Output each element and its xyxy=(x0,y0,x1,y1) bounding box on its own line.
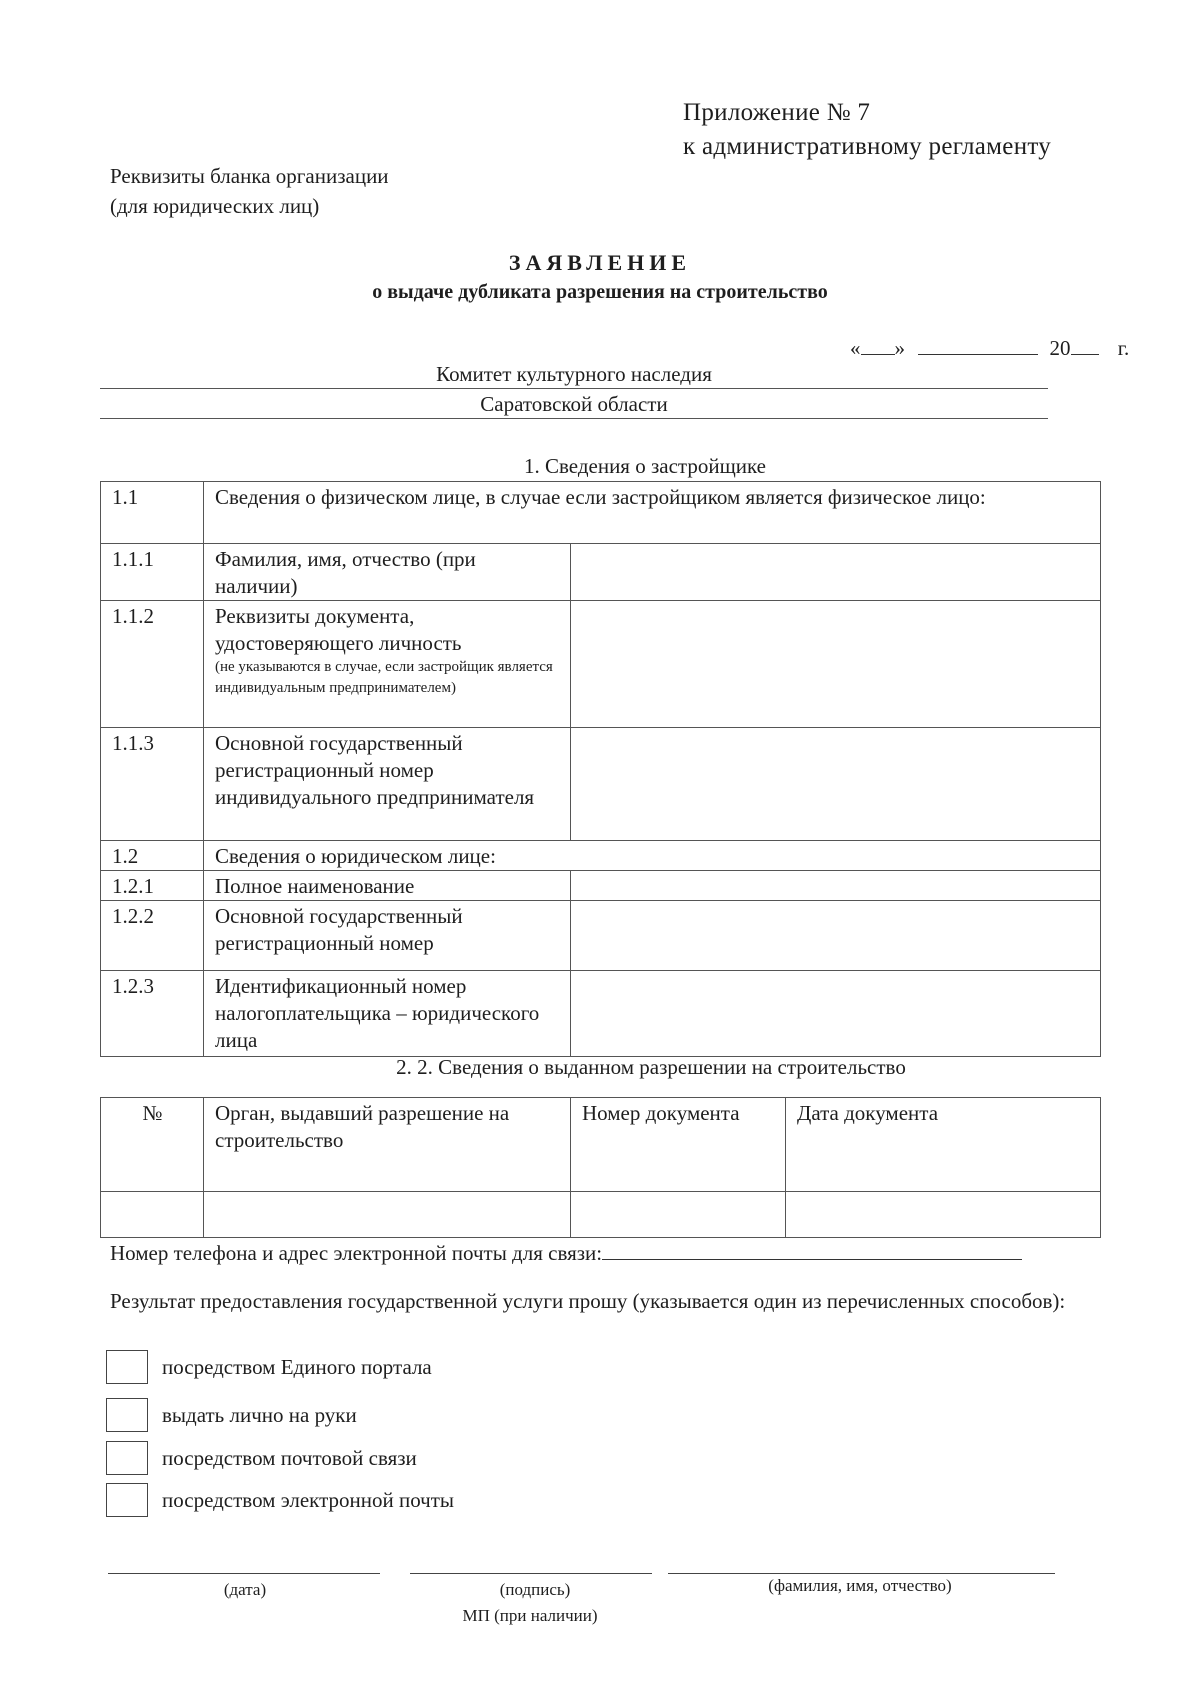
authority-line1: Комитет культурного наследия xyxy=(100,360,1048,389)
option-unified-portal[interactable] xyxy=(106,1349,432,1385)
document-subtitle: о выдаче дубликата разрешения на строительство xyxy=(372,281,828,303)
permit-doc-date-value[interactable] xyxy=(786,1192,1101,1238)
checkbox[interactable] xyxy=(106,1483,148,1517)
ogrn-value[interactable] xyxy=(571,901,1101,971)
year-prefix: 20 xyxy=(1049,336,1071,360)
header-issuer: Орган, выдавший разрешение на строительство xyxy=(204,1098,571,1192)
table-row xyxy=(101,1098,1101,1192)
row-number: 1.1.2 xyxy=(101,601,204,728)
row-number: 1.2.2 xyxy=(101,901,204,971)
appendix-number: Приложение № 7 xyxy=(683,99,871,126)
month-blank[interactable] xyxy=(918,336,1038,355)
row-label: Полное наименование xyxy=(204,871,571,901)
row-label-cell xyxy=(204,601,571,728)
section2-title: 2. 2. Сведения о выданном разрешении на строительство xyxy=(396,1055,906,1079)
date-close-quote: » xyxy=(894,336,905,360)
option-label: выдать лично на руки xyxy=(162,1402,357,1427)
date-signature-line[interactable] xyxy=(108,1573,380,1574)
row-number: 1.2.1 xyxy=(101,871,204,901)
table-row xyxy=(101,728,1101,841)
permit-issuer-value[interactable] xyxy=(204,1192,571,1238)
day-blank[interactable] xyxy=(861,336,895,355)
ogrnip-value[interactable] xyxy=(571,728,1101,841)
org-requisites-line1: Реквизиты бланка организации xyxy=(110,164,389,188)
name-signature-line[interactable] xyxy=(668,1573,1055,1574)
contact-line xyxy=(110,1239,1022,1266)
table-row xyxy=(101,971,1101,1057)
header-doc-date: Дата документа xyxy=(786,1098,1101,1192)
sign-label: (подпись) xyxy=(499,1580,571,1599)
option-label: посредством почтовой связи xyxy=(162,1445,417,1470)
option-label: посредством электронной почты xyxy=(162,1487,455,1512)
header-number: № xyxy=(101,1098,204,1192)
checkbox[interactable] xyxy=(106,1350,148,1384)
checkbox[interactable] xyxy=(106,1441,148,1475)
row-note: (не указываются в случае, если застройщик является индивидуальным предпринимателем) xyxy=(215,659,553,696)
row-label: Сведения о юридическом лице: xyxy=(204,841,1101,871)
row-number: 1.2 xyxy=(101,841,204,871)
table-row xyxy=(101,1192,1101,1238)
option-label: посредством Единого портала xyxy=(162,1354,432,1379)
checkbox[interactable] xyxy=(106,1398,148,1432)
row-label: Фамилия, имя, отчество (при наличии) xyxy=(204,544,571,601)
table-row xyxy=(101,544,1101,601)
option-in-person[interactable] xyxy=(106,1397,357,1433)
row-number: 1.1.1 xyxy=(101,544,204,601)
row-label: Основной государственный регистрационный номер индивидуального предпринимателя xyxy=(204,728,571,841)
permit-doc-number-value[interactable] xyxy=(571,1192,786,1238)
year-suffix: г. xyxy=(1117,336,1130,360)
permit-number-value[interactable] xyxy=(101,1192,204,1238)
permit-info-table xyxy=(100,1097,1101,1238)
table-row xyxy=(101,482,1101,544)
sign-signature-line[interactable] xyxy=(410,1573,652,1574)
table-row xyxy=(101,871,1101,901)
header-doc-number: Номер документа xyxy=(571,1098,786,1192)
row-number: 1.1.3 xyxy=(101,728,204,841)
authority-line2: Саратовской области xyxy=(100,390,1048,419)
result-method-text: Результат предоставления государственной услуги прошу (указывается один из перечисленных способов): xyxy=(110,1289,1066,1313)
section1-title: 1. Сведения о застройщике xyxy=(523,454,766,478)
row-label: Сведения о физическом лице, в случае если застройщиком является физическое лицо: xyxy=(204,482,1101,544)
date-label: (дата) xyxy=(223,1580,267,1599)
full-name-org-value[interactable] xyxy=(571,871,1101,901)
org-requisites-line2: (для юридических лиц) xyxy=(110,194,320,218)
table-row xyxy=(101,901,1101,971)
full-name-value[interactable] xyxy=(571,544,1101,601)
contact-label: Номер телефона и адрес электронной почты для связи: xyxy=(110,1241,603,1265)
name-label: (фамилия, имя, отчество) xyxy=(768,1576,952,1595)
row-label: Идентификационный номер налогоплательщика – юридического лица xyxy=(204,971,571,1057)
row-number: 1.1 xyxy=(101,482,204,544)
stamp-label: МП (при наличии) xyxy=(462,1606,598,1625)
appendix-reference: к административному регламенту xyxy=(683,133,1052,160)
option-email[interactable] xyxy=(106,1482,454,1518)
option-postal[interactable] xyxy=(106,1440,417,1476)
row-label: Основной государственный регистрационный номер xyxy=(204,901,571,971)
inn-value[interactable] xyxy=(571,971,1101,1057)
table-row xyxy=(101,601,1101,728)
contact-blank[interactable] xyxy=(602,1239,1022,1260)
org-requisites xyxy=(110,161,389,221)
year-blank[interactable] xyxy=(1071,336,1099,355)
table-row xyxy=(101,841,1101,871)
document-title: ЗАЯВЛЕНИЕ xyxy=(508,250,692,275)
row-number: 1.2.3 xyxy=(101,971,204,1057)
appendix-heading xyxy=(683,96,1051,164)
developer-info-table xyxy=(100,481,1101,1057)
row-label: Реквизиты документа, удостоверяющего личность xyxy=(215,604,462,655)
date-field[interactable] xyxy=(850,336,1129,361)
date-open-quote: « xyxy=(850,336,861,360)
identity-document-value[interactable] xyxy=(571,601,1101,728)
